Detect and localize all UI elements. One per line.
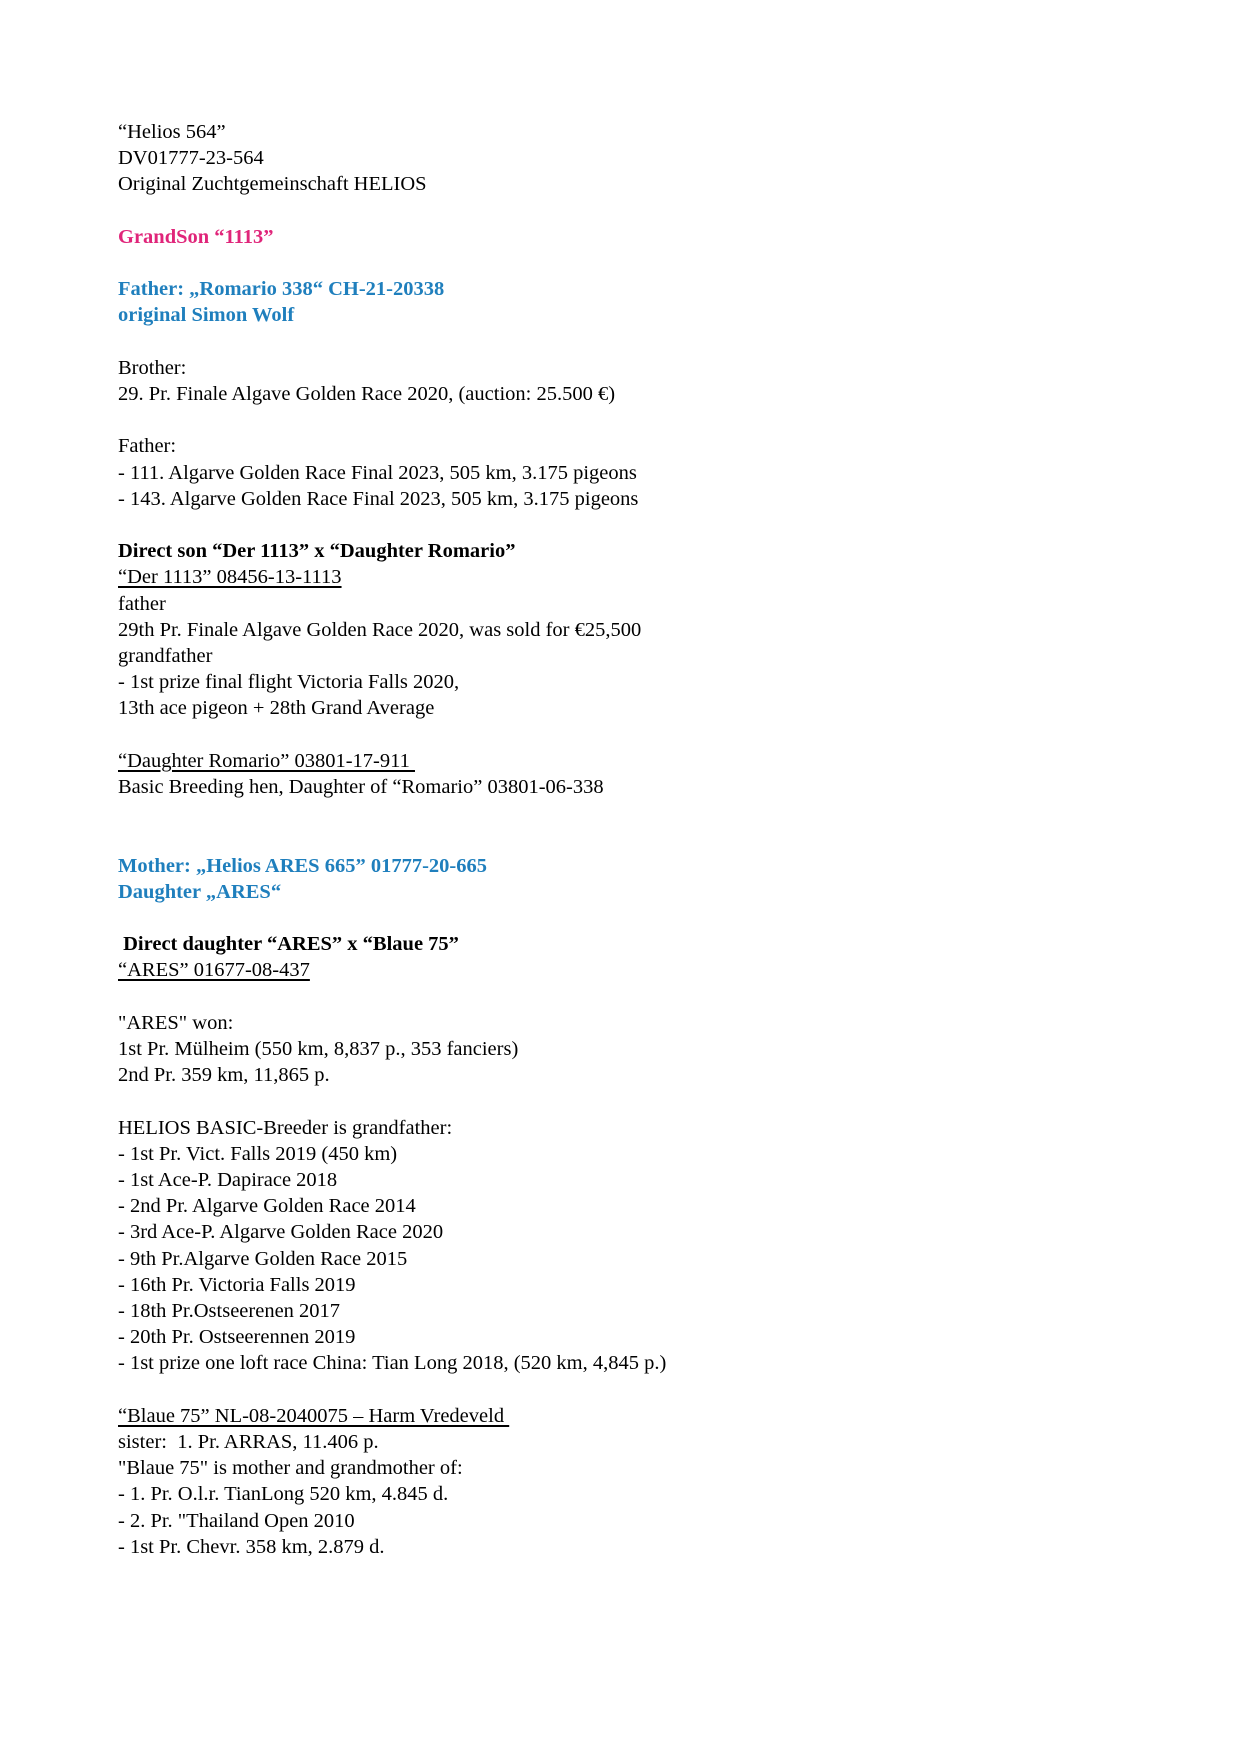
father-result: - 143. Algarve Golden Race Final 2023, 505 km, 3.175 pigeons bbox=[118, 487, 639, 510]
blaue-75-line: sister: 1. Pr. ARRAS, 11.406 p. bbox=[118, 1430, 379, 1453]
brother-result: 29. Pr. Finale Algave Golden Race 2020, (auction: 25.500 €) bbox=[118, 382, 616, 405]
ares-won-label: "ARES" won: bbox=[118, 1011, 234, 1034]
breeder-result: - 1st Ace-P. Dapirace 2018 bbox=[118, 1168, 338, 1191]
blaue-75-line: - 1st Pr. Chevr. 358 km, 2.879 d. bbox=[118, 1535, 385, 1558]
der-1113-ring: “Der 1113” 08456-13-1113 bbox=[118, 566, 342, 589]
blaue-75-line: - 1. Pr. O.l.r. TianLong 520 km, 4.845 d. bbox=[118, 1483, 449, 1506]
father-result: - 111. Algarve Golden Race Final 2023, 505 km, 3.175 pigeons bbox=[118, 461, 637, 484]
breeder-result: - 3rd Ace-P. Algarve Golden Race 2020 bbox=[118, 1221, 444, 1244]
direct-daughter-title: Direct daughter “ARES” x “Blaue 75” bbox=[118, 933, 459, 956]
der-1113-line: 29th Pr. Finale Algave Golden Race 2020, was sold for €25,500 bbox=[118, 618, 642, 641]
breeder-label: HELIOS BASIC-Breeder is grandfather: bbox=[118, 1116, 453, 1139]
ares-result: 1st Pr. Mülheim (550 km, 8,837 p., 353 fanciers) bbox=[118, 1037, 519, 1060]
der-1113-line: father bbox=[118, 592, 166, 615]
pigeon-ring-number: DV01777-23-564 bbox=[118, 147, 264, 170]
breeder-result: - 18th Pr.Ostseerenen 2017 bbox=[118, 1299, 341, 1322]
breeder-result: - 9th Pr.Algarve Golden Race 2015 bbox=[118, 1247, 408, 1270]
brother-label: Brother: bbox=[118, 356, 187, 379]
document-page bbox=[118, 119, 1128, 1560]
ares-ring: “ARES” 01677-08-437 bbox=[118, 959, 310, 982]
grandson-heading: GrandSon “1113” bbox=[118, 225, 274, 248]
blaue-75-line: "Blaue 75" is mother and grandmother of: bbox=[118, 1457, 463, 1480]
daughter-romario-description: Basic Breeding hen, Daughter of “Romario” 03801-06-338 bbox=[118, 775, 604, 798]
mother-heading: Mother: „Helios ARES 665” 01777-20-665 bbox=[118, 854, 487, 877]
der-1113-line: 13th ace pigeon + 28th Grand Average bbox=[118, 697, 435, 720]
father-label: Father: bbox=[118, 435, 177, 458]
father-origin-heading: original Simon Wolf bbox=[118, 304, 295, 327]
breeder-result: - 2nd Pr. Algarve Golden Race 2014 bbox=[118, 1195, 416, 1218]
breeder-result: - 1st prize one loft race China: Tian Long 2018, (520 km, 4,845 p.) bbox=[118, 1352, 667, 1375]
blaue-75-ring: “Blaue 75” NL-08-2040075 – Harm Vredeveld bbox=[118, 1404, 510, 1427]
pigeon-name: “Helios 564” bbox=[118, 121, 226, 143]
breeder-result: - 1st Pr. Vict. Falls 2019 (450 km) bbox=[118, 1142, 398, 1165]
mother-sub-heading: Daughter „ARES“ bbox=[118, 880, 282, 903]
daughter-romario-ring: “Daughter Romario” 03801-17-911 bbox=[118, 749, 415, 772]
blaue-75-line: - 2. Pr. "Thailand Open 2010 bbox=[118, 1509, 355, 1532]
ares-result: 2nd Pr. 359 km, 11,865 p. bbox=[118, 1064, 330, 1087]
breeder-result: - 16th Pr. Victoria Falls 2019 bbox=[118, 1273, 356, 1296]
father-heading: Father: „Romario 338“ CH-21-20338 bbox=[118, 278, 445, 301]
der-1113-line: - 1st prize final flight Victoria Falls 2020, bbox=[118, 671, 460, 694]
direct-son-title: Direct son “Der 1113” x “Daughter Romario” bbox=[118, 540, 516, 563]
pigeon-origin: Original Zuchtgemeinschaft HELIOS bbox=[118, 173, 427, 196]
der-1113-line: grandfather bbox=[118, 644, 213, 667]
breeder-result: - 20th Pr. Ostseerennen 2019 bbox=[118, 1326, 356, 1349]
